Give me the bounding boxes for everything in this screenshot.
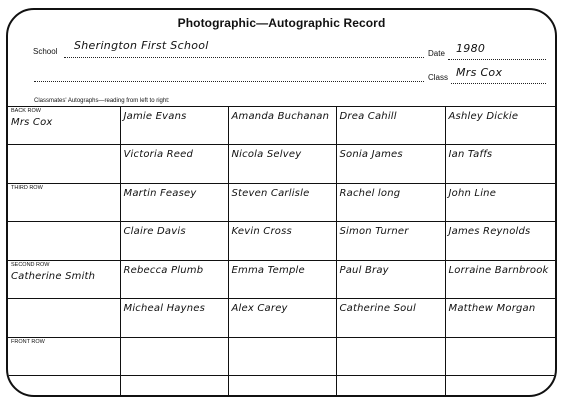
autograph-name: Nicola Selvey — [231, 149, 302, 161]
grid-cell — [336, 260, 445, 298]
grid-cell — [228, 183, 336, 221]
grid-cell — [228, 260, 336, 298]
grid-cell — [336, 145, 445, 183]
grid-row — [8, 376, 557, 395]
class-label: Class — [428, 73, 449, 82]
card-title: Photographic—Autographic Record — [177, 16, 386, 30]
grid-cell — [445, 222, 557, 260]
autograph-name: Claire Davis — [123, 226, 186, 238]
grid-cell — [120, 145, 228, 183]
autograph-name: Catherine Soul — [339, 303, 416, 315]
grid-cell — [8, 337, 120, 375]
grid-cell — [8, 107, 120, 145]
autograph-name: Emma Temple — [231, 264, 305, 276]
grid-cell — [336, 299, 445, 337]
grid-cell — [336, 107, 445, 145]
autograph-name: Catherine Smith — [11, 270, 96, 282]
autograph-name: Rachel long — [339, 187, 401, 199]
instructions-text: Classmates' Autographs—reading from left to right: — [34, 98, 170, 104]
autograph-name: Alex Carey — [231, 303, 288, 315]
grid-cell — [445, 183, 557, 221]
row-label: SECOND ROW — [11, 261, 50, 268]
autograph-name: Martin Feasey — [123, 187, 197, 199]
row-label: THIRD ROW — [11, 184, 43, 191]
school-dotted-line — [64, 57, 424, 58]
grid-row — [8, 299, 557, 337]
grid-cell — [228, 222, 336, 260]
date-value: 1980 — [456, 42, 486, 55]
date-dotted-line — [448, 59, 546, 60]
autograph-name: Jamie Evans — [123, 111, 187, 122]
grid-cell — [8, 299, 120, 337]
autograph-name: John Line — [448, 187, 497, 199]
grid-cell — [336, 376, 445, 395]
autograph-name: Micheal Haynes — [123, 303, 206, 315]
row-label: FRONT ROW — [11, 338, 45, 345]
grid-cell — [8, 260, 120, 298]
grid-cell — [228, 299, 336, 337]
grid-cell — [445, 260, 557, 298]
grid-cell — [8, 376, 120, 395]
grid-row — [8, 145, 557, 183]
grid-row — [8, 222, 557, 260]
autograph-name: Matthew Morgan — [448, 303, 536, 315]
autograph-name: Kevin Cross — [231, 226, 292, 238]
autograph-name: Victoria Reed — [123, 149, 194, 161]
grid-cell — [445, 145, 557, 183]
grid-cell — [228, 145, 336, 183]
autograph-name: Paul Bray — [339, 264, 389, 276]
grid-cell — [445, 337, 557, 375]
grid-cell — [228, 376, 336, 395]
autograph-record-card — [6, 8, 557, 397]
autograph-name: Ian Taffs — [448, 149, 493, 161]
school-value: Sherington First School — [74, 39, 209, 52]
autograph-name: James Reynolds — [448, 226, 531, 238]
autograph-grid — [8, 106, 557, 395]
grid-cell — [120, 299, 228, 337]
grid-cell — [228, 337, 336, 375]
grid-cell — [8, 222, 120, 260]
autograph-name: Drea Cahill — [339, 111, 397, 122]
grid-cell — [228, 107, 336, 145]
grid-cell — [445, 299, 557, 337]
grid-cell — [120, 222, 228, 260]
autograph-name: Steven Carlisle — [231, 187, 310, 199]
grid-row — [8, 260, 557, 298]
grid-cell — [336, 222, 445, 260]
autograph-name: Amanda Buchanan — [231, 111, 330, 122]
grid-cell — [8, 183, 120, 221]
row-label: BACK ROW — [11, 108, 41, 114]
grid-cell — [336, 183, 445, 221]
school-label: School — [33, 47, 58, 56]
grid-row — [8, 183, 557, 221]
grid-cell — [120, 107, 228, 145]
grid-cell — [120, 183, 228, 221]
autograph-name: Ashley Dickie — [448, 111, 519, 122]
grid-cell — [445, 376, 557, 395]
autograph-name: Mrs Cox — [11, 117, 53, 128]
class-dotted-line — [451, 83, 546, 84]
grid-cell — [120, 337, 228, 375]
grid-cell — [120, 376, 228, 395]
school-second-dotted-line — [34, 81, 424, 82]
date-label: Date — [428, 49, 445, 58]
autograph-name: Sonia James — [339, 149, 403, 161]
grid-cell — [8, 145, 120, 183]
autograph-name: Simon Turner — [339, 226, 409, 238]
autograph-name: Rebecca Plumb — [123, 264, 204, 276]
grid-cell — [336, 337, 445, 375]
grid-row — [8, 337, 557, 375]
class-value: Mrs Cox — [456, 66, 503, 79]
grid-cell — [120, 260, 228, 298]
autograph-name: Lorraine Barnbrook — [448, 264, 549, 276]
grid-cell — [445, 107, 557, 145]
grid-row — [8, 107, 557, 145]
